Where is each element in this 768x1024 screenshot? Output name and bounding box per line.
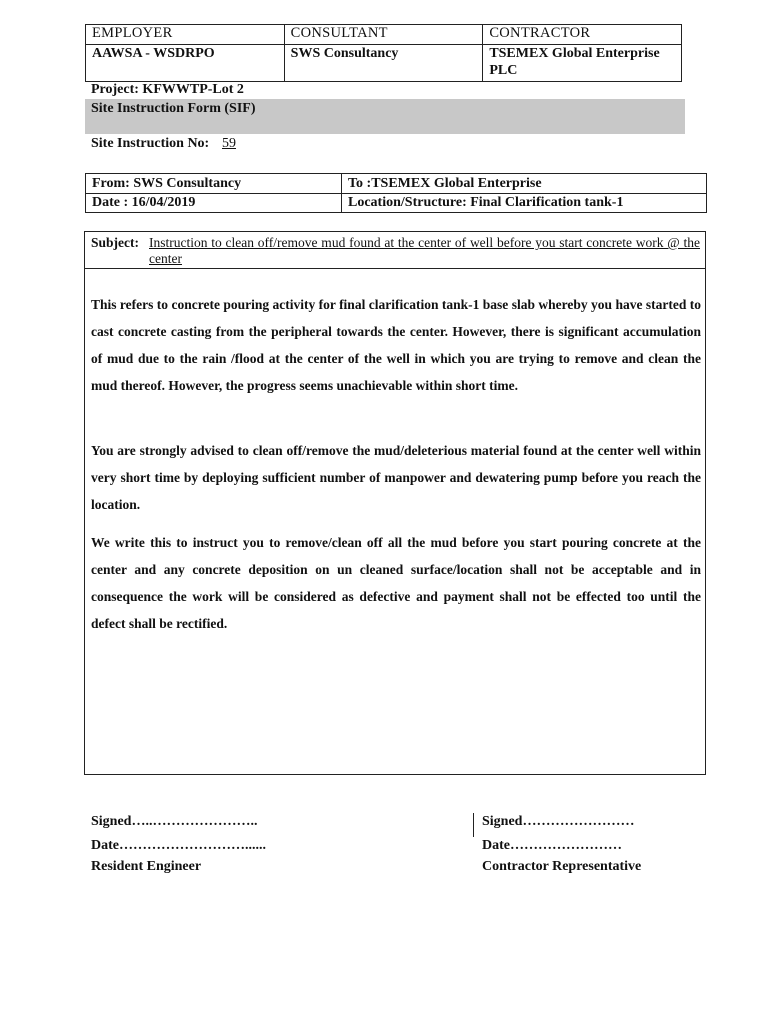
contractor-rep-signed: Signed…………………… (482, 814, 635, 829)
contractor-value-line1: TSEMEX Global Enterprise (489, 46, 660, 61)
body-paragraph-1: This refers to concrete pouring activity for final clarification tank-1 base slab whereby you have started to cast concrete casting from the peripheral towards the center. However, there is significant accumulation of mud due to the rain /flood at the center of the well in which you are trying to remove and clean the mud thereof. However, the progress seems unachievable within short time. (91, 297, 701, 393)
body-paragraph-3: We write this to instruct you to remove/clean off all the mud before you start pouring concrete at the center and any concrete deposition on un cleaned surface/location shall not be acceptable and in consequence the work will be considered as defective and payment shall not be effected too until the defect shall be rectified. (91, 535, 701, 631)
from-field: From: SWS Consultancy (86, 174, 342, 194)
contractor-rep-date: Date…………………… (482, 838, 622, 853)
routing-table (85, 173, 707, 213)
consultant-value: SWS Consultancy (284, 45, 483, 82)
employer-header: EMPLOYER (86, 25, 285, 45)
to-field: To :TSEMEX Global Enterprise (342, 174, 707, 194)
signature-divider (473, 813, 474, 837)
subject-label: Subject: (91, 235, 139, 250)
subject-row (85, 232, 705, 269)
body-paragraph-2: You are strongly advised to clean off/remove the mud/deleterious material found at the center well within very short time by deploying sufficient number of manpower and dewatering pump before you reach the location. (91, 443, 701, 512)
employer-value: AAWSA - WSDRPO (86, 45, 285, 82)
contractor-value (483, 45, 682, 82)
contractor-rep-role: Contractor Representative (482, 859, 642, 874)
location-field: Location/Structure: Final Clarification tank-1 (342, 193, 707, 213)
site-instruction-number: 59 (222, 136, 236, 151)
project-name: Project: KFWWTP-Lot 2 (91, 82, 244, 97)
site-instruction-label: Site Instruction No: (91, 136, 210, 151)
contractor-value-line2: PLC (489, 63, 518, 78)
parties-table (85, 24, 682, 82)
subject-text: Instruction to clean off/remove mud found at the center of well before you start concrete work @ the center (149, 235, 700, 266)
date-field: Date : 16/04/2019 (86, 193, 342, 213)
consultant-header: CONSULTANT (284, 25, 483, 45)
resident-engineer-date: Date………………………...... (91, 838, 266, 853)
resident-engineer-signed: Signed…..………………….. (91, 814, 258, 829)
resident-engineer-role: Resident Engineer (91, 859, 202, 874)
form-title: Site Instruction Form (SIF) (91, 101, 256, 116)
instruction-body-box (84, 231, 706, 775)
contractor-header: CONTRACTOR (483, 25, 682, 45)
